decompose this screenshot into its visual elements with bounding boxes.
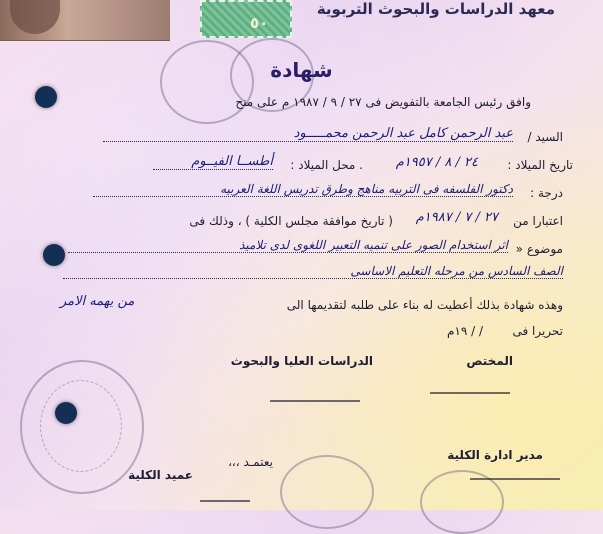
birth-value: ٢٤ / ٨ / ١٩٥٧م [395, 155, 478, 170]
name-label: السيد / [527, 130, 563, 144]
dean-label: عميد الكلية [128, 468, 193, 482]
specialist-label: المختص [466, 354, 513, 368]
degree-value: دكتور الفلسفه فى التربيه مناهج وطرق تدريس اللغة العربيه [93, 182, 513, 197]
effective-note: ( تاريخ موافقة مجلس الكلية ) ، وذلك فى [189, 214, 393, 228]
birth-label: تاريخ الميلاد : [507, 158, 573, 172]
director-signature [470, 470, 560, 480]
seal-bottom-left-inner [40, 380, 122, 472]
approved-label: يعتمـد ،،، [228, 455, 273, 469]
punch-hole-bottom [55, 402, 77, 424]
dean-signature [200, 492, 250, 502]
punch-hole-top [35, 86, 57, 108]
stamp-value: ٥٠ [250, 14, 269, 32]
institute-name: معهد الدراسات والبحوث التربوية [316, 0, 555, 18]
birthplace-value: أطســا الفيــوم [153, 154, 273, 170]
approval-line: وافق رئيس الجامعة بالتفويض فى ٢٧ / ٩ / ١٩٨٧ م على منح [235, 95, 531, 109]
revenue-stamp [200, 0, 292, 38]
topic-line1: اثر استخدام الصور على تنميه التعبير اللغوى لدى تلاميذ [68, 238, 508, 253]
specialist-signature [430, 384, 510, 394]
topic-line2: الصف السادس من مرحله التعليم الاساسى [63, 264, 563, 279]
punch-hole-middle [43, 244, 65, 266]
topic-label: موضوع « [515, 242, 563, 256]
degree-label: درجة : [530, 186, 563, 200]
written-label: تحريرا فى [512, 324, 563, 338]
name-value: عبد الرحمن كامل عبد الرحمن محمـــــود [103, 126, 513, 142]
closing-line: وهذه شهادة بذلك أعطيت له بناء على طلبه لتقديمها الى [286, 298, 563, 312]
college-director-label: مدير ادارة الكلية [447, 448, 543, 462]
birthplace-label: . محل الميلاد : [290, 158, 363, 172]
effective-date: ٢٧ / ٧ / ١٩٨٧م [415, 210, 498, 225]
certificate-title: شهادة [270, 58, 333, 82]
studies-label: الدراسات العليا والبحوث [230, 354, 373, 368]
studies-signature [270, 392, 360, 402]
written-date: / / ١٩م [446, 324, 483, 338]
effective-label: اعتبارا من [513, 214, 563, 228]
closing-value: من يهمه الامر [60, 294, 135, 309]
seal-bottom-center [280, 455, 374, 529]
